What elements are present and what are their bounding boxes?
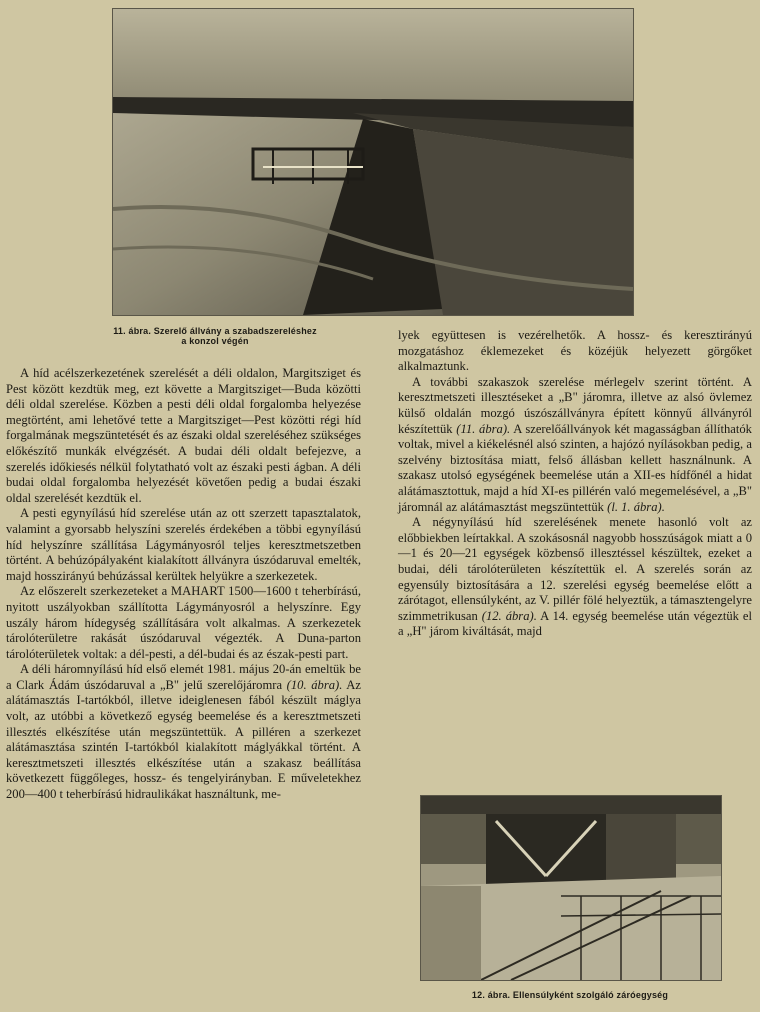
right-paragraph-2 xyxy=(398,375,752,515)
right-text-column xyxy=(398,328,752,640)
figure-reference: (10. ábra). xyxy=(286,677,343,692)
figure-12-caption-text: 12. ábra. Ellensúlyként szolgáló záróegység xyxy=(471,990,669,1000)
right-paragraph-1: lyek együttesen is vezérelhetők. A hossz- és keresztirányú mozgatáshoz éklemezeket és közéjük helyezett görgőket alkalmaztunk. xyxy=(398,328,752,374)
left-paragraph-1: A híd acélszerkezetének szerelését a déli oldalon, Margitsziget és Pest között kezdtük meg, ezt követte a Margitsziget—Buda közötti déli oldal szerelése. Közben a pesti déli oldal forgalomba helyezése megtörtént, ami lehetővé tette a Margitsziget—Pest közötti régi híd forgalmának megszüntetését és az északi oldal szereléséhez szükséges előkészítő munkák elvégzését. A budai déli oldalt befejezve, a szerelés időkiesés nélkül folytatható volt az északi pesti ágban. A déli budai oldal forgalomba helyezését követően pedig a budai északi oldal szerelését kezdtük el. xyxy=(6,366,361,505)
left-paragraph-4-start: A déli háromnyílású híd első elemét 1981. május 20-án emeltük be a Clark Ádám úszódaruval a „B" jelű szerelőjáromra xyxy=(6,662,361,692)
right-paragraph-2-start: A további szakaszok szerelése mérlegelv szerint történt. A keresztmetszeti illesztéseket a „B" járomra, illetve az alsó övlemez külső oldalán mozgó úszószállványra épített könnyű állványról készítettük xyxy=(398,374,752,436)
figure-reference: (l. 1. ábra). xyxy=(607,499,665,514)
figure-reference: (11. ábra). xyxy=(456,421,511,436)
right-paragraph-3 xyxy=(398,515,752,640)
figure-11-photo xyxy=(112,8,634,316)
figure-11-caption-line2: a konzol végén xyxy=(181,336,249,346)
left-paragraph-4-end: Az alátámasztás I-tartókból, illetve ideiglenesen fából készült máglya volt, az utóbbi a következő egység beemelése és a keresztmetszeti illesztés elkészítése után megszüntettük. A pilléren a szerkezet alátámasztása szintén I-tartókból kialakított máglyákkal történt. A keresztmetszeti illesztés elkészítése után a szakasz beállítása következett függőleges, hossz- és tengelyirányban. E műveletekhez 200—400 t teherbírású hidraulikákat használtunk, me- xyxy=(6,677,361,802)
right-paragraph-2-middle: A szerelőállványok két magasságban állíthatók voltak, mivel a kiékelésnél alsó szinten, a hajózó nyílásokban pedig, a szelvény biztosítása miatt, felső állásban kellett használnunk. A szakasz utolsó egységének beemelése után a XII-es hídfőnél a hidat alátámasztottuk, majd a híd XI-es pillérén való megemelésével, a „B" járomnál az alátámasztást megszüntettük xyxy=(398,421,752,514)
figure-12-photo xyxy=(420,795,722,981)
right-paragraph-3-start: A négynyílású híd szerelésének menete hasonló volt az előbbiekben leírtakkal. A szokásosnál nagyobb hosszúságok miatt a 0—1 és 20—21 egységek közbenső illesztéssel készültek, ezeket a budai, déli tárolóterületen készítettük el. A szerelés során az egyensúly biztosítására a 12. szerelési egység beemelése előtt a zárótagot, ellensúlyként, az V. pillér fölé helyeztük, a támasztengelyre szimmetrikusan xyxy=(398,515,752,623)
figure-11-caption xyxy=(40,326,390,346)
closing-unit-photo xyxy=(421,796,721,980)
figure-11-caption-line1: 11. ábra. Szerelő állvány a szabadszereléshez xyxy=(113,326,317,336)
left-paragraph-2: A pesti egynyílású híd szerelése után az ott szerzett tapasztalatok, valamint a gyorsabb helyszíni szerelés érdekében a többi egynyílású híd helyszínre szállítása Lágymányosról teljes keresztmetszetben történt. A behúzópályaként kialakított állványra úszódaruval emelték, majd hosszirányú behúzással kerültek helyükre a szerkezetek. xyxy=(6,506,361,583)
figure-reference: (12. ábra). xyxy=(481,608,537,623)
left-paragraph-4 xyxy=(6,662,361,802)
figure-12-caption xyxy=(420,990,720,1000)
bridge-scaffold-photo xyxy=(113,9,633,315)
left-text-column xyxy=(6,366,361,803)
right-paragraph-3-end: A 14. egység beemelése után végeztük el a „H" járom kiváltását, majd xyxy=(398,608,753,639)
left-paragraph-3: Az előszerelt szerkezeteket a MAHART 1500—1600 t teherbírású, nyitott uszályokban szállította Lágymányosról a helyszínre. Egy uszály három hídegység szállítására volt alkalmas. A szerkezetek tárolóterületre rakását úszódaruval végezték. A Duna-parton tárolóterületek voltak: a dél-pesti, a dél-budai és az észak-pesti part. xyxy=(6,584,361,661)
